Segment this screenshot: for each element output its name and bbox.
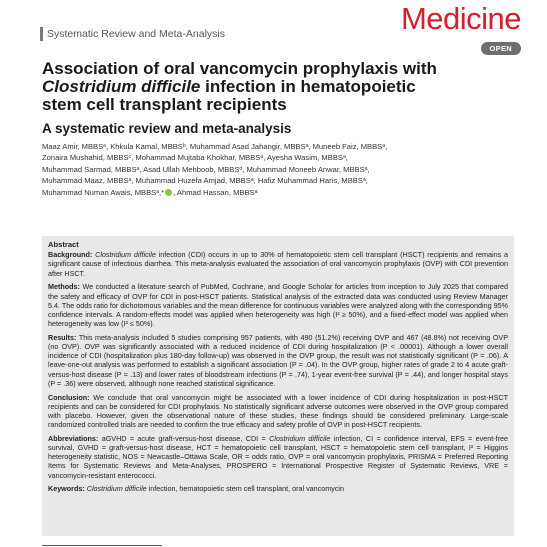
conclusion-label: Conclusion: bbox=[48, 392, 90, 402]
abstract-conclusion bbox=[48, 393, 508, 430]
author-line: Zonaira Mushahid, MBBSᶜ, Mohammad Mujtaba Khokhar, MBBSᵃ, Ayesha Wasim, MBBSᵃ, bbox=[42, 153, 348, 163]
methods-label: Methods: bbox=[48, 282, 80, 292]
title-line-1: Association of oral vancomycin prophylaxis with bbox=[42, 59, 437, 78]
article-title bbox=[42, 60, 512, 114]
journal-logo: Medicine bbox=[400, 1, 521, 36]
keywords-italic: Clostridium difficile bbox=[86, 484, 147, 494]
orcid-icon[interactable] bbox=[165, 189, 172, 196]
author-line: Muhammad Maaz, MBBSᵃ, Muhammad Huzefa Amjad, MBBSᵃ, Hafiz Muhammad Haris, MBBSᵃ, bbox=[42, 176, 368, 186]
abstract-heading: Abstract bbox=[48, 240, 79, 249]
open-access-badge: OPEN bbox=[481, 42, 521, 55]
abstract-keywords bbox=[48, 484, 508, 493]
background-text: infection (CDI) occurs in up to 30% of hematopoietic stem cell transplant (HSCT) recipients and remains a significant cause of infectious diarrhea. This meta-analysis evaluated the association of oral vancomycin prophylaxis (OVP) with CDI prevention after HSCT. bbox=[48, 250, 509, 278]
author-line: Muhammad Numan Awais, MBBSᵃ,* bbox=[42, 187, 165, 197]
title-line-3: stem cell transplant recipients bbox=[42, 95, 287, 114]
section-bar-icon bbox=[40, 27, 43, 41]
results-label: Results: bbox=[48, 332, 77, 342]
author-list bbox=[42, 141, 512, 198]
abstract-methods bbox=[48, 282, 508, 328]
title-italic-organism: Clostridium difficile bbox=[42, 77, 201, 96]
abbreviations-text: aGVHD = acute graft-versus-host disease, CDI = bbox=[98, 433, 270, 443]
conclusion-text: We conclude that oral vancomycin might be associated with a lower incidence of CDI during hospitalization in post-HSCT recipients and can be considered for CDI prophylaxis. No statistically significant adverse outcomes were observed in the OVP group compared with placebo. However, given the observational nature of these studies, these findings should be considered preliminary. Large-scale randomized controlled trials are needed to confirm the true efficacy and safety profile of OVP in post-HSCT recipients. bbox=[48, 392, 508, 430]
footnote-divider bbox=[42, 545, 162, 546]
abstract-background bbox=[48, 250, 508, 278]
abbreviations-text: infection, CI = confidence interval, EFS = event-free survival, GVHD = graft-versus-host disease, HCT = hematopoietic cell transplant, HSCT = hematopoietic stem cell transplant, I² = Higgins heterogeneity statistic, NOS = Newcastle–Ottawa Scale, OR = odds ratio, OVP = oral vancomycin prophylaxis, PRISMA = Preferred Reporting Items for Systematic Reviews and Meta-Analyses, PROSPERO = International Prospective Register of Systematic Reviews, VRE = vancomycin-resistant enterococci. bbox=[48, 433, 508, 480]
keywords-label: Keywords: bbox=[48, 484, 85, 494]
abstract-box bbox=[42, 236, 514, 536]
author-line: Maaz Amir, MBBSᵃ, Khkula Kamal, MBBSᵇ, Muhammad Asad Jahangir, MBBSᵃ, Muneeb Faiz, MBBSᵃ, bbox=[42, 142, 388, 151]
methods-text: We conducted a literature search of PubMed, Cochrane, and Google Scholar for articles from inception to July 2025 that compared the safety and efficacy of OVP for CDI in post-HSCT patients. Statistical analysis of the extracted data was conducted using Review Manager 5.4. The odds ratio for dichotomous variables and the mean difference for continuous variables were analyzed along with the corresponding 95% confidence intervals. A random-effects model was applied when heterogeneity was high (I² ≥ 50%), and a fixed-effect model was applied when heterogeneity was low (I² ≤ 50%). bbox=[48, 282, 508, 329]
abbreviations-italic: Clostridium difficile bbox=[269, 433, 331, 443]
title-line-2: infection in hematopoietic bbox=[200, 77, 416, 96]
article-subtitle: A systematic review and meta-analysis bbox=[42, 121, 292, 136]
author-line: Muhammad Sarmad, MBBSᵃ, Asad Ullah Mehboob, MBBSᵈ, Muhammad Moneeb Anwar, MBBSᵃ, bbox=[42, 164, 370, 174]
author-line: , Ahmad Hassan, MBBSᵃ bbox=[173, 187, 258, 197]
abstract-results bbox=[48, 333, 508, 388]
background-italic: Clostridium difficile bbox=[95, 250, 156, 260]
section-label-text: Systematic Review and Meta-Analysis bbox=[47, 28, 225, 40]
abbreviations-label: Abbreviations: bbox=[48, 433, 99, 443]
keywords-text: infection, hematopoietic stem cell transplant, oral vancomycin bbox=[146, 484, 345, 494]
section-label bbox=[40, 27, 225, 41]
background-label: Background: bbox=[48, 250, 93, 260]
results-text: This meta-analysis included 5 studies comprising 957 patients, with 490 (51.2%) receiving OVP and 467 (48.8%) not receiving OVP (no OVP). OVP was significantly associated with a reduced incidence of CDI during hospitalization (P < .00001). Although a lower overall incidence of CDI (hospitalization plus 180-day follow-up) was observed in the OVP group, the result was not statistically significant (P = .06). A leave-one-out analysis was performed to establish a significant association (P = .04). In the OVP group, higher rates of grade 2 to 4 acute graft-versus-host disease (P = .13) and lower rates of bloodstream infections (P = .74), 1-year event-free survival (P = .44), and longer hospital stays (P = .36) were observed, although none reached statistical significance. bbox=[48, 332, 508, 388]
abstract-abbreviations bbox=[48, 434, 508, 480]
